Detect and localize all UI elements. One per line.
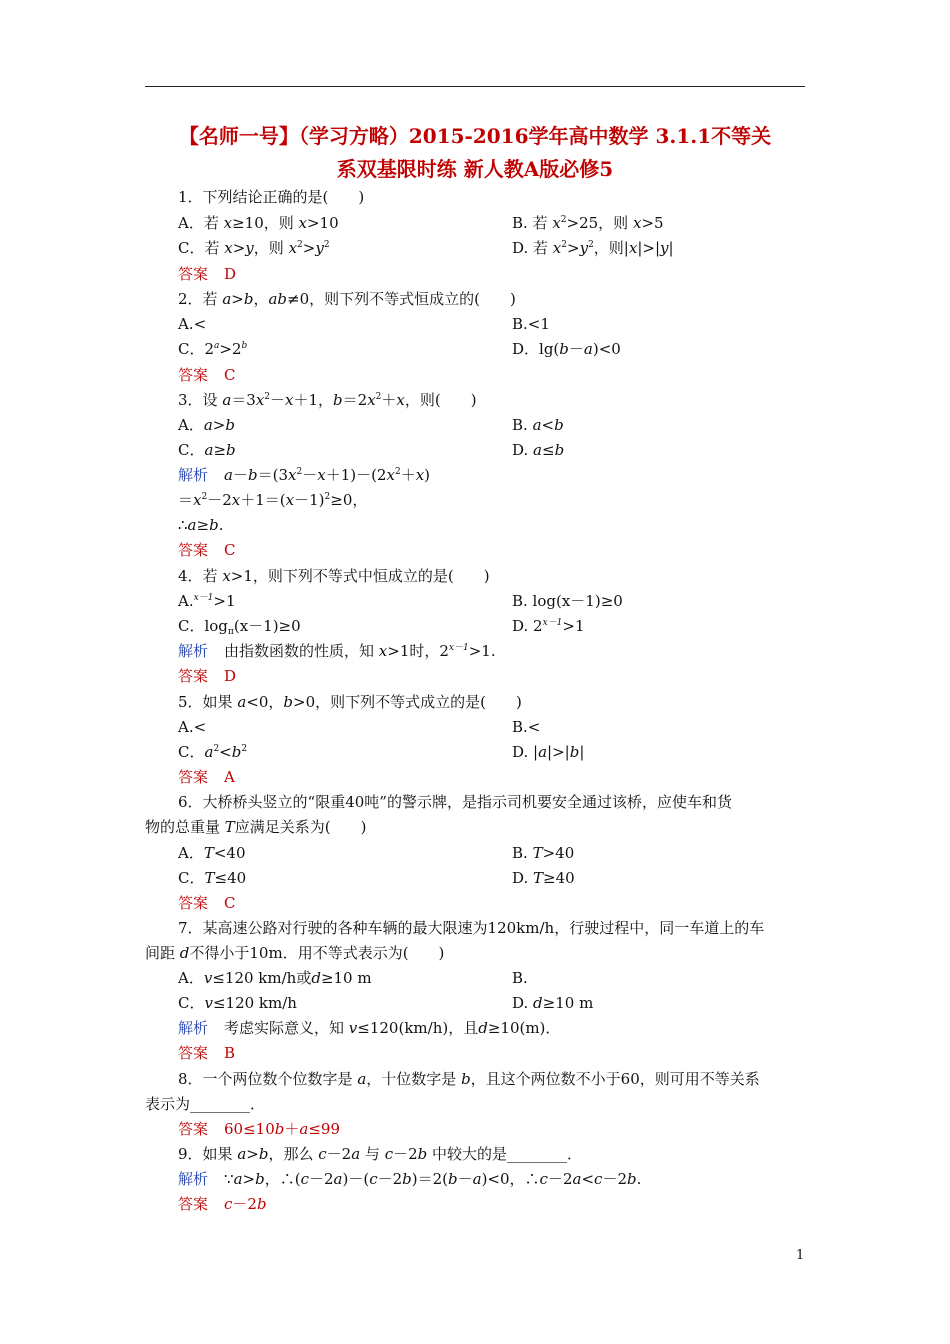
q2-option-a: A.<	[178, 315, 207, 333]
q3-analysis-1: 解析 $a-b=(3x^2-x+1)-(2x^2+x)$	[178, 466, 431, 484]
q5-answer: 答案 A	[178, 768, 235, 786]
q9-analysis: 解析 ∵a>b，∴(c－2a)－(c－2b)＝2(b－a)<0，∴c－2a<c－2b.	[178, 1170, 642, 1188]
q5-option-c: C．$a^2<b^2$	[178, 743, 248, 761]
title-line-2: 系双基限时练 新人教A版必修5	[336, 157, 614, 181]
q5-option-a: A.<	[178, 718, 207, 736]
document-title	[145, 120, 805, 186]
q7-option-a: A．v≤120 km/h或d≥10 m	[178, 969, 372, 987]
q2-option-b: B.<1	[512, 315, 550, 333]
q4-option-a: A.$^{x-1}$>1	[178, 592, 236, 610]
q9-stem: 9．如果 a>b，那么 c－2a 与 c－2b 中较大的是________．	[178, 1145, 583, 1163]
q3-analysis-2: $=x^2-2x+1=(x-1)^2\ge 0$，	[178, 491, 368, 509]
q3-option-a: A．a>b	[178, 416, 235, 434]
q7-analysis: 解析 考虑实际意义，知 v≤120(km/h)，且d≥10(m)．	[178, 1019, 561, 1037]
title-line-1: 【名师一号】（学习方略）2015-2016学年高中数学 3.1.1不等关	[178, 124, 772, 148]
q8-answer: 答案 60≤10b＋a≤99	[178, 1120, 340, 1138]
q5-stem: 5．如果 a<0，b>0，则下列不等式成立的是( )	[178, 693, 522, 711]
q4-analysis: 解析 由指数函数的性质，知 x>1时，$2^{x-1}>1$.	[178, 642, 496, 660]
q6-option-c: C．T≤40	[178, 869, 247, 887]
q2-answer: 答案 C	[178, 366, 236, 384]
q7-stem-line-1: 7．某高速公路对行驶的各种车辆的最大限速为120km/h，行驶过程中，同一车道上的车	[178, 919, 765, 937]
q7-answer: 答案 B	[178, 1044, 236, 1062]
q1-stem: 1．下列结论正确的是( )	[178, 188, 365, 206]
q2-stem: 2．若 a>b，ab≠0，则下列不等式恒成立的( )	[178, 290, 516, 308]
q7-option-c: C．v≤120 km/h	[178, 994, 297, 1012]
q1-option-d: D. 若 $x^2>y^2$，则|x|>|y|	[512, 239, 674, 257]
q4-option-d: D. $2^{x-1}>1$	[512, 617, 585, 635]
q2-option-d: D．lg(b－a)<0	[512, 340, 621, 358]
q3-option-b: B. a<b	[512, 416, 564, 434]
page-number: 1	[796, 1248, 805, 1263]
q4-option-c: C．$\log_\pi(x-1)\ge 0$	[178, 617, 301, 637]
q3-stem: 3．设 $a=3x^2-x+1$，$b=2x^2+x$，则( )	[178, 391, 477, 409]
q6-option-d: D. T≥40	[512, 869, 575, 887]
q6-option-b: B. T>40	[512, 844, 575, 862]
q7-option-d: D. d≥10 m	[512, 994, 594, 1012]
q2-option-c: C．$2^a>2^b$	[178, 340, 248, 358]
q5-option-d: D. |a|>|b|	[512, 743, 585, 761]
q3-option-c: C．a≥b	[178, 441, 236, 459]
q1-option-c: C．若 x>y，则 $x^2>y^2$	[178, 239, 330, 257]
q6-answer: 答案 C	[178, 894, 236, 912]
q6-stem-line-1: 6．大桥桥头竖立的“限重40吨”的警示牌，是指示司机要安全通过该桥，应使车和货	[178, 793, 732, 811]
q3-option-d: D. a≤b	[512, 441, 565, 459]
q3-answer: 答案 C	[178, 541, 236, 559]
q1-option-a: A．若 x≥10，则 x>10	[178, 214, 339, 232]
q4-answer: 答案 D	[178, 667, 237, 685]
q1-option-b: B. 若 $x^2>25$，则 x>5	[512, 214, 664, 232]
q9-answer: 答案 c－2b	[178, 1195, 267, 1213]
q4-option-b: B. log(x－1)≥0	[512, 592, 623, 610]
q8-stem-line-2: 表示为________．	[145, 1095, 266, 1113]
q3-analysis-3: ∴a≥b.	[178, 516, 224, 534]
q4-stem: 4．若 x>1，则下列不等式中恒成立的是( )	[178, 567, 490, 585]
q6-stem-line-2: 物的总重量 T应满足关系为( )	[145, 818, 367, 836]
q6-option-a: A．T<40	[178, 844, 246, 862]
q7-option-b: B.	[512, 969, 528, 987]
q8-stem-line-1: 8．一个两位数个位数字是 a，十位数字是 b，且这个两位数不小于60，则可用不等关系	[178, 1070, 760, 1088]
header-rule	[145, 86, 805, 87]
q1-answer: 答案 D	[178, 265, 237, 283]
q5-option-b: B.<	[512, 718, 541, 736]
q7-stem-line-2: 间距 d不得小于10m．用不等式表示为( )	[145, 944, 445, 962]
